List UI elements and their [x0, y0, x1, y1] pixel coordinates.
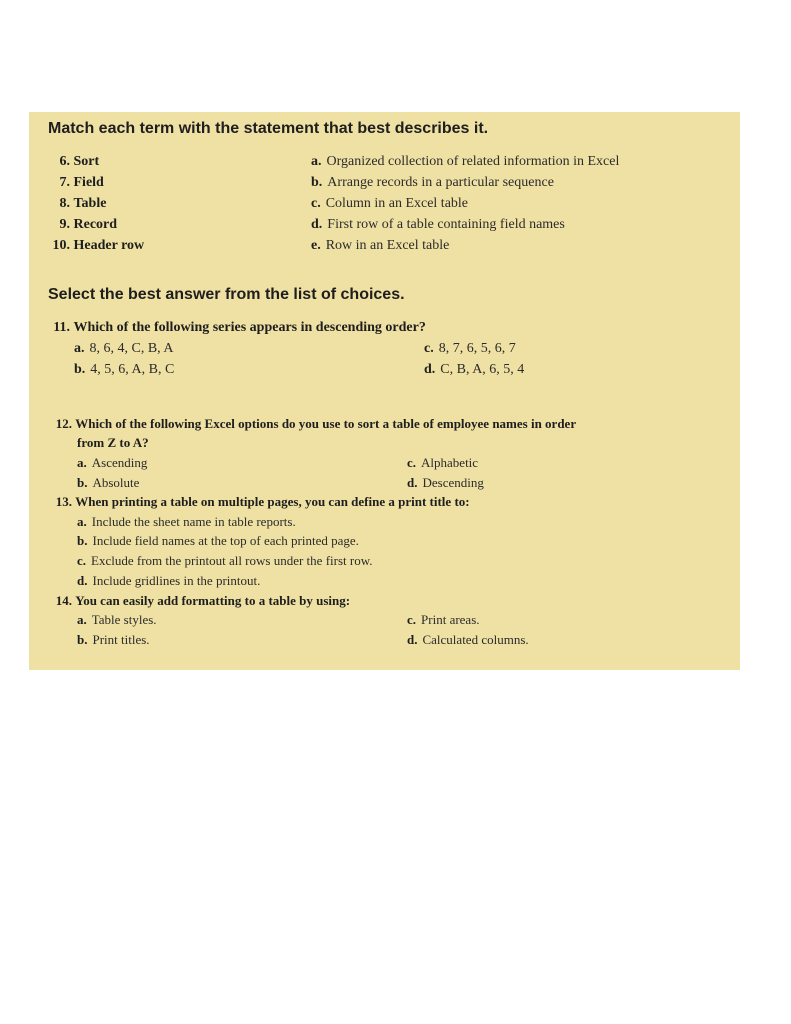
choice-letter: b. — [77, 475, 88, 490]
statement-letter: b. — [311, 175, 323, 190]
choice-letter: d. — [407, 632, 418, 647]
term-number: 6. — [59, 154, 70, 169]
term-label: Record — [73, 217, 118, 232]
question-text: Which of the following series appears in descending order? — [73, 320, 426, 335]
choice-text: Include gridlines in the printout. — [92, 573, 261, 588]
question-number: 13. — [55, 494, 72, 509]
question-12 — [54, 415, 576, 433]
choice-text: 8, 7, 6, 5, 6, 7 — [438, 341, 516, 356]
choice-text: Print areas. — [421, 612, 480, 627]
term-label: Table — [73, 196, 107, 211]
q14-choice-c — [407, 611, 480, 629]
statement-text: Row in an Excel table — [325, 238, 450, 253]
statement-letter: e. — [311, 238, 321, 253]
question-13 — [54, 493, 470, 511]
choice-text: Include the sheet name in table reports. — [91, 514, 296, 529]
q14-choice-d — [407, 631, 529, 649]
statement-letter: c. — [311, 196, 321, 211]
q14-choice-b — [77, 631, 150, 649]
statement-letter: a. — [311, 154, 322, 169]
statement-text: Column in an Excel table — [325, 196, 469, 211]
term-label: Header row — [73, 238, 145, 253]
term-number: 10. — [52, 238, 70, 253]
choice-text: Alphabetic — [421, 455, 479, 470]
q11-choice-b — [74, 361, 174, 379]
question-text: You can easily add formatting to a table by using: — [75, 593, 351, 608]
multiple-choice-heading: Select the best answer from the list of choices. — [48, 286, 405, 303]
choice-text: Print titles. — [92, 632, 150, 647]
choice-text: Absolute — [92, 475, 140, 490]
term-number: 8. — [59, 196, 70, 211]
q11-choice-a — [74, 340, 174, 358]
choice-text: Table styles. — [91, 612, 157, 627]
term-6 — [48, 153, 99, 171]
choice-text: C, B, A, 6, 5, 4 — [440, 362, 525, 377]
q13-choice-c — [77, 552, 373, 570]
choice-letter: a. — [77, 612, 87, 627]
choice-letter: b. — [77, 632, 88, 647]
choice-text: Ascending — [91, 455, 148, 470]
term-10 — [48, 237, 144, 255]
choice-letter: d. — [424, 362, 436, 377]
term-8 — [48, 195, 106, 213]
choice-letter: a. — [74, 341, 85, 356]
term-label: Sort — [73, 154, 100, 169]
question-text: When printing a table on multiple pages, you can define a print title to: — [75, 494, 470, 509]
statement-e — [311, 237, 449, 255]
choice-letter: d. — [77, 573, 88, 588]
q13-choice-d — [77, 572, 260, 590]
choice-letter: b. — [77, 533, 88, 548]
choice-letter: d. — [407, 475, 418, 490]
term-number: 7. — [59, 175, 70, 190]
statement-text: First row of a table containing field names — [327, 217, 565, 232]
choice-letter: a. — [77, 514, 87, 529]
choice-text: 8, 6, 4, C, B, A — [89, 341, 174, 356]
q11-choice-d — [424, 361, 524, 379]
choice-letter: b. — [74, 362, 86, 377]
choice-text: 4, 5, 6, A, B, C — [90, 362, 175, 377]
choice-text: Descending — [422, 475, 484, 490]
statement-letter: d. — [311, 217, 323, 232]
q12-choice-d — [407, 474, 484, 492]
choice-text: Exclude from the printout all rows under the first row. — [91, 553, 373, 568]
choice-letter: c. — [407, 612, 417, 627]
question-12-continuation: from Z to A? — [77, 435, 149, 450]
choice-letter: c. — [424, 341, 434, 356]
q12-choice-b — [77, 474, 139, 492]
q11-choice-c — [424, 340, 516, 358]
question-14 — [54, 592, 350, 610]
statement-text: Arrange records in a particular sequence — [327, 175, 554, 190]
statement-a — [311, 153, 619, 171]
question-number: 11. — [53, 320, 70, 335]
term-label: Field — [73, 175, 104, 190]
statement-d — [311, 216, 565, 234]
choice-text: Include field names at the top of each printed page. — [92, 533, 359, 548]
statement-text: Organized collection of related information in Excel — [326, 154, 620, 169]
q13-choice-b — [77, 532, 359, 550]
choice-text: Calculated columns. — [422, 632, 529, 647]
q12-choice-a — [77, 454, 147, 472]
q13-choice-a — [77, 513, 296, 531]
matching-heading: Match each term with the statement that best describes it. — [48, 120, 489, 137]
choice-letter: c. — [77, 553, 87, 568]
term-number: 9. — [59, 217, 70, 232]
q14-choice-a — [77, 611, 157, 629]
question-text: Which of the following Excel options do you use to sort a table of employee names in order — [75, 416, 577, 431]
q12-choice-c — [407, 454, 478, 472]
choice-letter: c. — [407, 455, 417, 470]
question-11 — [48, 319, 426, 337]
choice-letter: a. — [77, 455, 87, 470]
term-7 — [48, 174, 104, 192]
question-number: 14. — [55, 593, 72, 608]
statement-b — [311, 174, 554, 192]
statement-c — [311, 195, 468, 213]
term-9 — [48, 216, 117, 234]
question-number: 12. — [55, 416, 72, 431]
